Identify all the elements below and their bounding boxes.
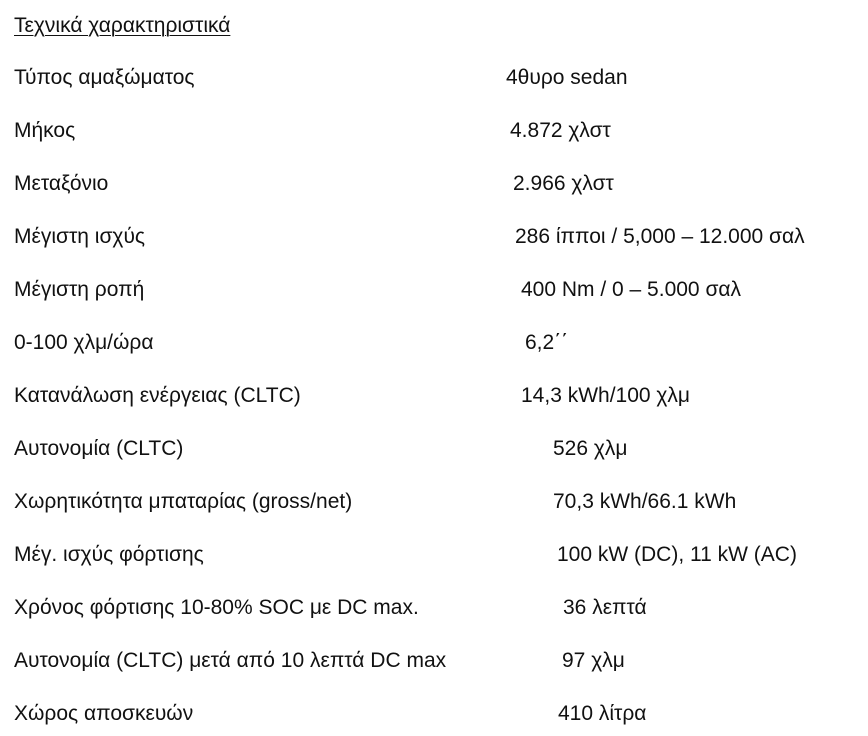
spec-row-body-type: [0, 62, 868, 94]
spec-value: 526 χλμ: [553, 437, 628, 460]
spec-label: Μέγ. ισχύς φόρτισης: [14, 543, 204, 566]
spec-value: 286 ίπποι / 5,000 – 12.000 σαλ: [515, 225, 805, 248]
spec-label: Κατανάλωση ενέργειας (CLTC): [14, 384, 301, 407]
spec-label: Χρόνος φόρτισης 10-80% SOC με DC max.: [14, 596, 419, 619]
spec-row-wheelbase: [0, 168, 868, 200]
spec-row-range: [0, 433, 868, 465]
spec-label: Χώρος αποσκευών: [14, 702, 194, 725]
spec-value: 100 kW (DC), 11 kW (AC): [557, 543, 797, 566]
spec-value: 70,3 kWh/66.1 kWh: [553, 490, 737, 513]
spec-row-charging-power: [0, 539, 868, 571]
spec-value: 2.966 χλστ: [513, 172, 614, 195]
spec-label: Αυτονομία (CLTC) μετά από 10 λεπτά DC max: [14, 649, 447, 672]
spec-row-luggage-space: [0, 698, 868, 730]
page-title: Τεχνικά χαρακτηριστικά: [14, 14, 231, 37]
spec-label: Αυτονομία (CLTC): [14, 437, 184, 460]
spec-label: Μέγιστη ισχύς: [14, 225, 146, 248]
spec-label: Μέγιστη ροπή: [14, 278, 145, 301]
spec-label: Μεταξόνιο: [14, 172, 109, 195]
spec-row-charging-time: [0, 592, 868, 624]
spec-value: 97 χλμ: [562, 649, 625, 672]
spec-value: 4.872 χλστ: [510, 119, 611, 142]
spec-row-battery-capacity: [0, 486, 868, 518]
spec-value: 410 λίτρα: [558, 702, 647, 725]
spec-row-range-after-charge: [0, 645, 868, 677]
spec-value: 400 Nm / 0 – 5.000 σαλ: [521, 278, 742, 301]
spec-row-energy-consumption: [0, 380, 868, 412]
spec-label: Τύπος αμαξώματος: [14, 66, 195, 89]
spec-row-length: [0, 115, 868, 147]
spec-row-max-torque: [0, 274, 868, 306]
spec-value: 6,2΄΄: [525, 331, 569, 354]
spec-value: 14,3 kWh/100 χλμ: [521, 384, 691, 407]
spec-row-max-power: [0, 221, 868, 253]
spec-value: 36 λεπτά: [563, 596, 647, 619]
spec-value: 4θυρο sedan: [506, 66, 628, 89]
spec-row-acceleration: [0, 327, 868, 359]
spec-label: Χωρητικότητα μπαταρίας (gross/net): [14, 490, 353, 513]
spec-label: Μήκος: [14, 119, 76, 142]
spec-label: 0-100 χλμ/ώρα: [14, 331, 154, 354]
